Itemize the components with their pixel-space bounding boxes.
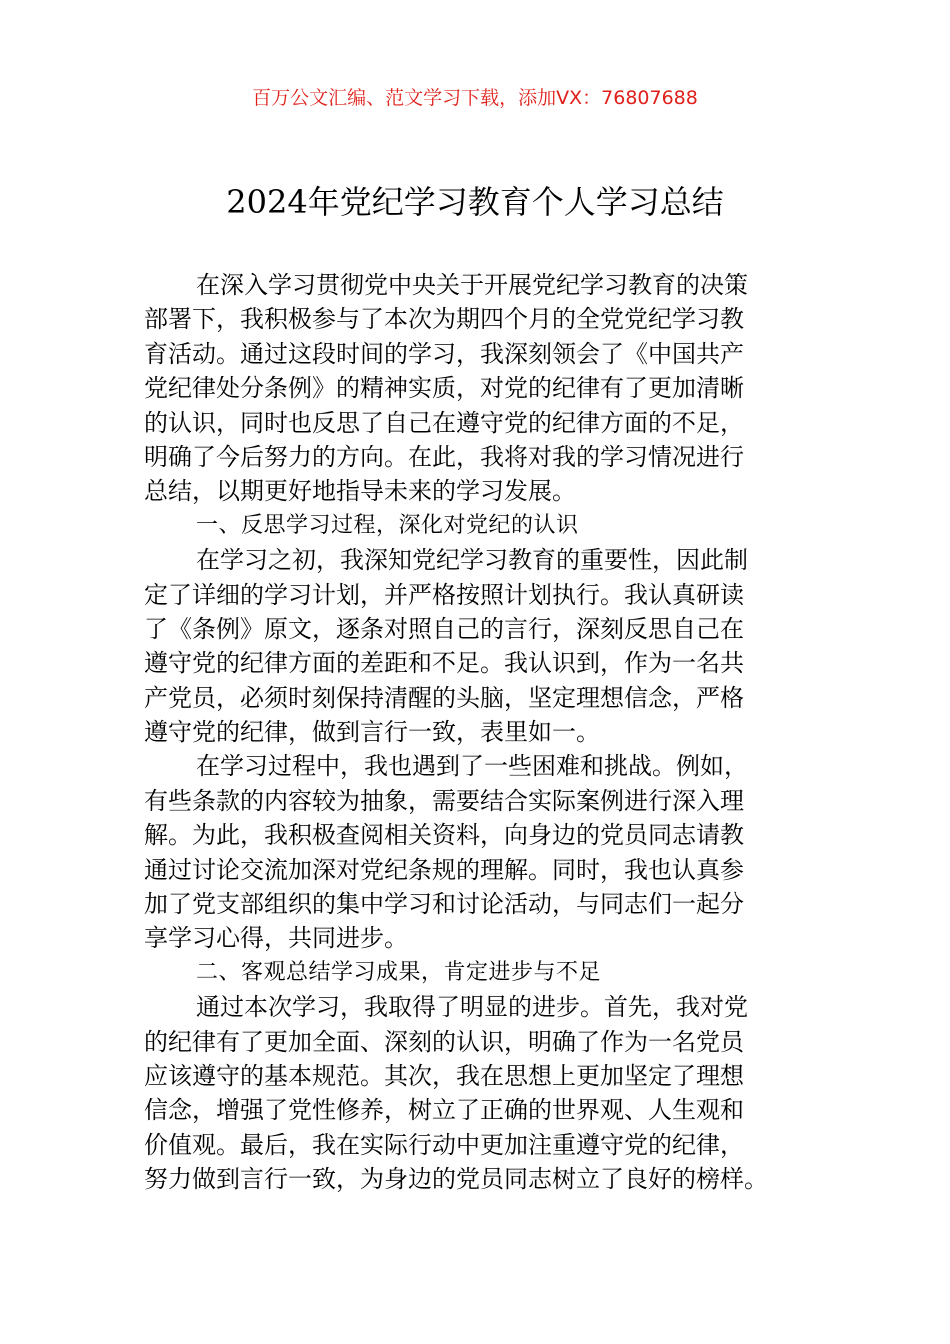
paragraph-1-line-5: 的认识，同时也反思了自己在遵守党的纪律方面的不足， <box>144 408 744 437</box>
paragraph-1-line-6: 明确了今后努力的方向。在此，我将对我的学习情况进行 <box>144 442 744 471</box>
paragraph-4-line-5: 价值观。最后，我在实际行动中更加注重遵守党的纪律， <box>144 1130 744 1159</box>
paragraph-4-line-1: 通过本次学习，我取得了明显的进步。首先，我对党 <box>196 993 748 1022</box>
paragraph-3-line-1: 在学习过程中，我也遇到了一些困难和挑战。例如， <box>196 752 748 781</box>
section-heading-1: 一、反思学习过程，深化对党纪的认识 <box>196 512 579 538</box>
paragraph-1-line-7: 总结，以期更好地指导未来的学习发展。 <box>144 477 576 506</box>
paragraph-4-line-4: 信念，增强了党性修养，树立了正确的世界观、人生观和 <box>144 1096 744 1125</box>
paragraph-2-line-2: 定了详细的学习计划，并严格按照计划执行。我认真研读 <box>144 580 744 609</box>
document-title: 2024年党纪学习教育个人学习总结 <box>226 183 724 221</box>
paragraph-3-line-2: 有些条款的内容较为抽象，需要结合实际案例进行深入理 <box>144 786 744 815</box>
paragraph-2-line-5: 产党员，必须时刻保持清醒的头脑，坚定理想信念，严格 <box>144 683 744 712</box>
paragraph-3-line-4: 通过讨论交流加深对党纪条规的理解。同时，我也认真参 <box>144 855 744 884</box>
paragraph-2-line-1: 在学习之初，我深知党纪学习教育的重要性，因此制 <box>196 546 748 575</box>
paragraph-2-line-6: 遵守党的纪律，做到言行一致，表里如一。 <box>144 718 600 747</box>
paragraph-1-line-4: 党纪律处分条例》的精神实质，对党的纪律有了更加清晰 <box>144 374 744 403</box>
paragraph-4-line-6: 努力做到言行一致，为身边的党员同志树立了良好的榜样。 <box>144 1165 768 1194</box>
paragraph-2-line-3: 了《条例》原文，逐条对照自己的言行，深刻反思自己在 <box>144 614 744 643</box>
paragraph-1-line-2: 部署下，我积极参与了本次为期四个月的全党党纪学习教 <box>144 305 744 334</box>
document-body <box>144 268 808 1197</box>
paragraph-3-line-6: 享学习心得，共同进步。 <box>144 924 408 953</box>
header-banner: 百万公文汇编、范文学习下载，添加VX：76807688 <box>252 87 698 109</box>
paragraph-3-line-5: 加了党支部组织的集中学习和讨论活动，与同志们一起分 <box>144 890 744 919</box>
paragraph-1-line-1: 在深入学习贯彻党中央关于开展党纪学习教育的决策 <box>196 271 748 299</box>
paragraph-4-line-2: 的纪律有了更加全面、深刻的认识，明确了作为一名党员 <box>144 1027 744 1056</box>
paragraph-1-line-3: 育活动。通过这段时间的学习，我深刻领会了《中国共产 <box>144 339 744 368</box>
paragraph-3-line-3: 解。为此，我积极查阅相关资料，向身边的党员同志请教 <box>144 821 744 850</box>
paragraph-4-line-3: 应该遵守的基本规范。其次，我在思想上更加坚定了理想 <box>144 1061 744 1090</box>
section-heading-2: 二、客观总结学习成果，肯定进步与不足 <box>196 959 602 985</box>
paragraph-2-line-4: 遵守党的纪律方面的差距和不足。我认识到，作为一名共 <box>144 649 744 678</box>
